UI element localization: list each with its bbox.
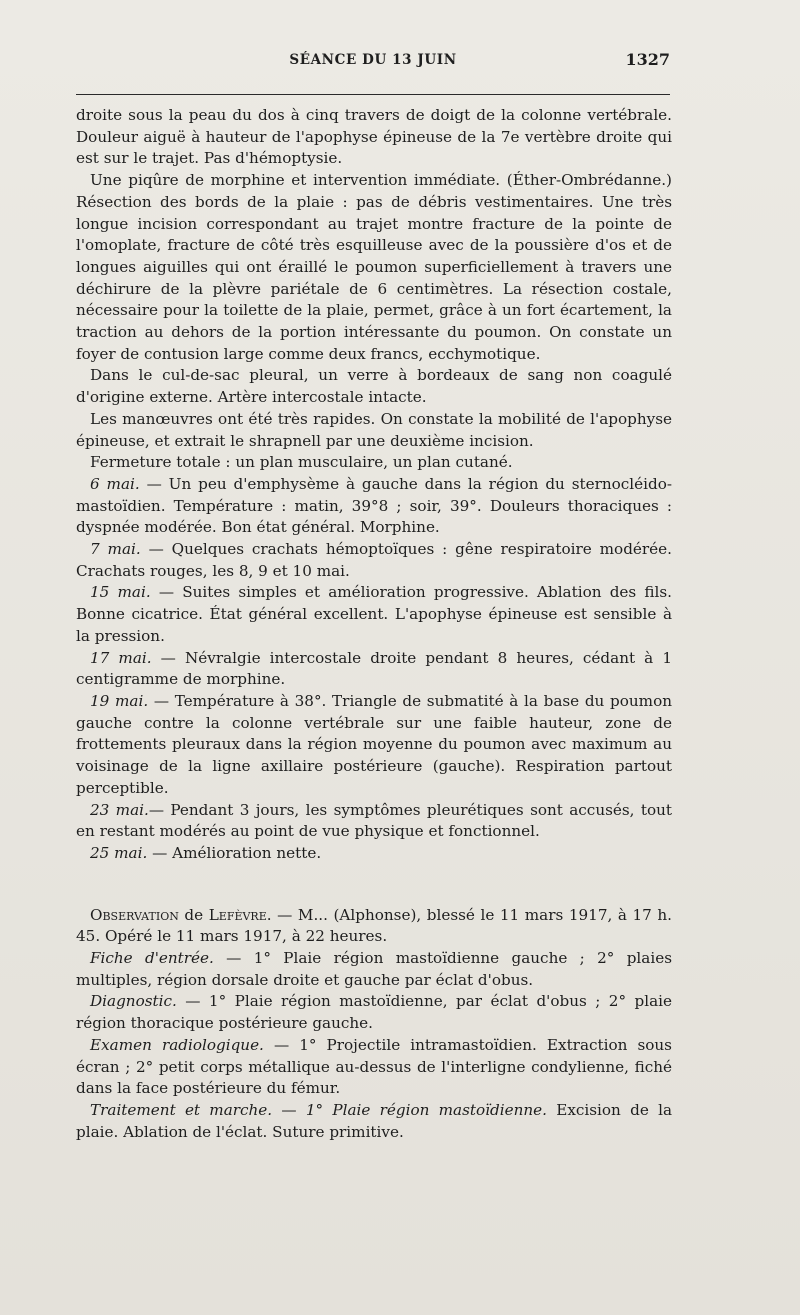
paragraph-text: droite sous la peau du dos à cinq travers de doigt de la colonne vertébrale. Douleur aiguë à hauteur de l'apophyse épineuse de la 7e vertèbre droite qui est sur le trajet. Pas d'hémoptysie. — [76, 106, 672, 168]
paragraph — [76, 452, 672, 474]
entry-date: 7 mai. — [90, 540, 141, 559]
entry-date: 6 mai. — [90, 474, 140, 493]
paragraph — [76, 365, 672, 408]
running-title: SÉANCE DU 13 JUIN — [289, 52, 457, 68]
paragraph-text: Dans le cul-de-sac pleural, un verre à bordeaux de sang non coagulé d'origine externe. Artère intercostale intacte. — [76, 366, 672, 407]
paragraph-text: Une piqûre de morphine et intervention immédiate. (Éther-Ombrédanne.) Résection des bords de la plaie : pas de débris vestimentaires. Une très longue incision correspondant au trajet montre fracture de la pointe de l'omoplate, fracture de côté très esquilleuse avec de la poussière d'os et de longues aiguilles qui ont éraillé le poumon superficiellement à travers une déchirure de la plèvre pariétale de 6 centimètres. La résection costale, nécessaire pour la toilette de la plaie, permet, grâce à un fort écartement, la traction au dehors de la portion intéressante du poumon. On constate un foyer de contusion large comme deux francs, ecchymotique. — [76, 171, 672, 363]
section-gap — [76, 865, 672, 905]
field-text: — 1° Plaie région mastoïdienne gauche ; 2° plaies multiples, région dorsale droite et gauche par éclat d'obus. — [76, 949, 672, 989]
field-text: — 1° Plaie région mastoïdienne, par éclat d'obus ; 2° plaie région thoracique postérieure gauche. — [76, 992, 672, 1033]
dated-entry — [76, 474, 672, 539]
observation-label: Observation — [90, 905, 179, 924]
entry-text: — Quelques crachats hémoptoïques : gêne respiratoire modérée. Crachats rouges, les 8, 9 et 10 mai. — [76, 540, 672, 580]
page-number: 1327 — [625, 50, 670, 69]
entry-text: — Névralgie intercostale droite pendant 8 heures, cédant à 1 centigramme de morphine. — [76, 648, 672, 689]
field-text: — 1° Projectile intramastoïdien. Extraction sous écran ; 2° petit corps métallique au-dessus de l'interligne condylienne, fiché dans la face postérieure du fémur. — [76, 1035, 672, 1098]
entry-date: 19 mai. — [90, 691, 149, 710]
observation-connector: de — [178, 905, 209, 924]
paragraph — [76, 409, 672, 452]
paragraph — [76, 170, 672, 365]
entry-text: — Température à 38°. Triangle de submatité à la base du poumon gauche contre la colonne vertébrale sur une faible hauteur, zone de frottements pleuraux dans la région moyenne du poumon avec maximum au voisinage de la ligne axillaire postérieure (gauche). Respiration partout perceptible. — [76, 691, 672, 797]
entry-date: 23 mai. — [90, 800, 149, 819]
field-label: Fiche d'entrée. — [90, 949, 214, 968]
field-label: Traitement et marche. — [90, 1100, 273, 1119]
entry-text: — Suites simples et amélioration progressive. Ablation des fils. Bonne cicatrice. État général excellent. L'apophyse épineuse est sensible à la pression. — [76, 583, 672, 645]
field-entry — [76, 1100, 672, 1143]
page-header — [76, 50, 670, 76]
entry-text: — Un peu d'emphysème à gauche dans la région du sternocléido-mastoïdien. Température : matin, 39°8 ; soir, 39°. Douleurs thoraciques : dyspnée modérée. Bon état général. Morphine. — [76, 474, 672, 537]
entry-date: 15 mai. — [90, 583, 151, 602]
field-text: Excision de la plaie. Ablation de l'éclat. Suture primitive. — [76, 1100, 672, 1141]
paragraph-text: Fermeture totale : un plan musculaire, un plan cutané. — [90, 453, 513, 472]
body-text — [76, 105, 672, 1143]
header-rule — [76, 94, 670, 95]
field-label: Examen radiologique. — [90, 1035, 264, 1054]
dated-entry — [76, 648, 672, 691]
entry-text: — Amélioration nette. — [147, 843, 322, 862]
field-text: — — [272, 1100, 306, 1119]
dated-entry — [76, 582, 672, 647]
field-entry — [76, 991, 672, 1034]
dated-entry — [76, 843, 672, 865]
field-sublabel: 1° Plaie région mastoïdienne. — [305, 1100, 547, 1119]
paragraph — [76, 105, 672, 170]
entry-text: — Pendant 3 jours, les symptômes pleurétiques sont accusés, tout en restant modérés au point de vue physique et fonctionnel. — [76, 800, 672, 841]
dated-entry — [76, 800, 672, 843]
observation-text: . — M... (Alphonse), blessé le 11 mars 1917, à 17 h. 45. Opéré le 11 mars 1917, à 22 heures. — [76, 905, 672, 946]
field-entry — [76, 948, 672, 991]
paragraph-text: Les manœuvres ont été très rapides. On constate la mobilité de l'apophyse épineuse, et extrait le shrapnell par une deuxième incision. — [76, 409, 672, 450]
observation-author: Lefèvre — [208, 905, 267, 924]
dated-entry — [76, 691, 672, 800]
field-label: Diagnostic. — [90, 992, 177, 1011]
entry-date: 25 mai. — [90, 843, 148, 862]
field-entry — [76, 1035, 672, 1100]
observation-heading — [76, 905, 672, 948]
dated-entry — [76, 539, 672, 582]
entry-date: 17 mai. — [90, 648, 152, 667]
